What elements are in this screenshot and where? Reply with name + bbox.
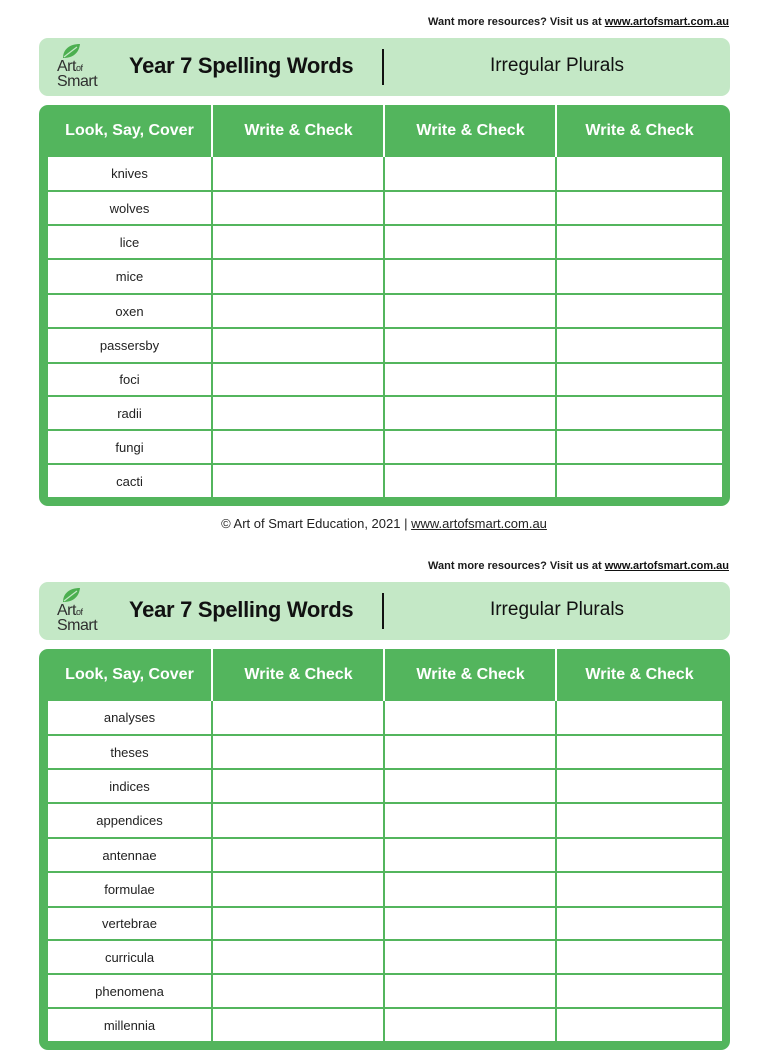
- write-check-cell[interactable]: [557, 1009, 722, 1041]
- table-row: [48, 941, 722, 975]
- word-cell: analyses: [48, 701, 213, 734]
- write-check-cell[interactable]: [557, 839, 722, 871]
- write-check-cell[interactable]: [213, 770, 385, 802]
- table-body: [48, 157, 722, 497]
- table-row: [48, 465, 722, 497]
- table-row: [48, 839, 722, 873]
- table-row: [48, 770, 722, 804]
- write-check-cell[interactable]: [557, 226, 722, 258]
- write-check-cell[interactable]: [557, 736, 722, 768]
- word-cell: foci: [48, 364, 213, 395]
- write-check-cell[interactable]: [213, 192, 385, 224]
- table-row: [48, 397, 722, 431]
- write-check-cell[interactable]: [213, 701, 385, 734]
- write-check-cell[interactable]: [385, 804, 557, 837]
- worksheet-title: Year 7 Spelling Words: [129, 53, 354, 78]
- word-cell: wolves: [48, 192, 213, 224]
- write-check-cell[interactable]: [385, 329, 557, 362]
- write-check-cell[interactable]: [213, 736, 385, 768]
- write-check-cell[interactable]: [557, 192, 722, 224]
- write-check-cell[interactable]: [213, 975, 385, 1007]
- write-check-cell[interactable]: [557, 295, 722, 327]
- word-cell: radii: [48, 397, 213, 429]
- write-check-cell[interactable]: [213, 804, 385, 837]
- write-check-cell[interactable]: [213, 839, 385, 871]
- write-check-cell[interactable]: [385, 260, 557, 293]
- word-cell: antennae: [48, 839, 213, 871]
- write-check-cell[interactable]: [557, 701, 722, 734]
- spelling-table: [39, 649, 730, 1050]
- table-row: [48, 226, 722, 260]
- word-cell: oxen: [48, 295, 213, 327]
- table-row: [48, 157, 722, 192]
- write-check-cell[interactable]: [557, 804, 722, 837]
- table-row: [48, 260, 722, 295]
- logo-wordmark-smart: Smart: [57, 73, 98, 90]
- word-cell: indices: [48, 770, 213, 802]
- write-check-cell[interactable]: [213, 1009, 385, 1041]
- header-look-say-cover: Look, Say, Cover: [65, 666, 194, 683]
- promo-line: [428, 16, 729, 28]
- worksheet-title: Year 7 Spelling Words: [129, 597, 354, 622]
- write-check-cell[interactable]: [213, 260, 385, 293]
- write-check-cell[interactable]: [213, 465, 385, 497]
- art-of-smart-logo: [55, 43, 107, 93]
- footer-link[interactable]: www.artofsmart.com.au: [411, 516, 547, 531]
- title-banner: [39, 38, 730, 96]
- table-row: [48, 1009, 722, 1041]
- write-check-cell[interactable]: [213, 295, 385, 327]
- copyright-footer: [0, 516, 768, 531]
- word-cell: lice: [48, 226, 213, 258]
- header-write-check-1: Write & Check: [244, 122, 353, 139]
- logo-wordmark-art: Artof: [57, 58, 83, 75]
- write-check-cell[interactable]: [385, 975, 557, 1007]
- table-row: [48, 192, 722, 226]
- write-check-cell[interactable]: [557, 908, 722, 939]
- write-check-cell[interactable]: [385, 873, 557, 906]
- art-of-smart-logo: [55, 587, 107, 637]
- promo-link[interactable]: www.artofsmart.com.au: [604, 560, 729, 572]
- write-check-cell[interactable]: [557, 770, 722, 802]
- word-cell: vertebrae: [48, 908, 213, 939]
- write-check-cell[interactable]: [385, 226, 557, 258]
- write-check-cell[interactable]: [385, 295, 557, 327]
- table-row: [48, 431, 722, 465]
- title-banner: [39, 582, 730, 640]
- promo-text: Want more resources? Visit us at: [428, 560, 602, 572]
- worksheet-topic: Irregular Plurals: [489, 55, 625, 76]
- write-check-cell[interactable]: [213, 431, 385, 463]
- table-row: [48, 975, 722, 1009]
- write-check-cell[interactable]: [557, 157, 722, 190]
- word-cell: appendices: [48, 804, 213, 837]
- logo-wordmark-smart: Smart: [57, 617, 98, 634]
- write-check-cell[interactable]: [385, 465, 557, 497]
- write-check-cell[interactable]: [213, 226, 385, 258]
- table-row: [48, 873, 722, 908]
- write-check-cell[interactable]: [557, 873, 722, 906]
- write-check-cell[interactable]: [385, 364, 557, 395]
- header-look-say-cover: Look, Say, Cover: [65, 122, 194, 139]
- promo-link[interactable]: www.artofsmart.com.au: [604, 16, 729, 28]
- table-body: [48, 701, 722, 1041]
- spelling-table: [39, 105, 730, 506]
- word-cell: knives: [48, 157, 213, 190]
- write-check-cell[interactable]: [385, 192, 557, 224]
- write-check-cell[interactable]: [557, 329, 722, 362]
- write-check-cell[interactable]: [385, 157, 557, 190]
- word-cell: cacti: [48, 465, 213, 497]
- write-check-cell[interactable]: [213, 941, 385, 973]
- header-write-check-3: Write & Check: [585, 666, 694, 683]
- table-row: [48, 295, 722, 329]
- write-check-cell[interactable]: [557, 397, 722, 429]
- word-cell: millennia: [48, 1009, 213, 1041]
- write-check-cell[interactable]: [385, 770, 557, 802]
- header-write-check-2: Write & Check: [416, 666, 525, 683]
- word-cell: phenomena: [48, 975, 213, 1007]
- table-header: [39, 649, 730, 701]
- write-check-cell[interactable]: [385, 701, 557, 734]
- header-write-check-1: Write & Check: [244, 666, 353, 683]
- table-row: [48, 701, 722, 736]
- write-check-cell[interactable]: [385, 839, 557, 871]
- word-cell: theses: [48, 736, 213, 768]
- write-check-cell[interactable]: [557, 364, 722, 395]
- promo-line: [428, 560, 729, 572]
- write-check-cell[interactable]: [385, 431, 557, 463]
- word-cell: passersby: [48, 329, 213, 362]
- header-write-check-3: Write & Check: [585, 122, 694, 139]
- write-check-cell[interactable]: [385, 908, 557, 939]
- word-cell: curricula: [48, 941, 213, 973]
- write-check-cell[interactable]: [385, 736, 557, 768]
- header-write-check-2: Write & Check: [416, 122, 525, 139]
- write-check-cell[interactable]: [213, 157, 385, 190]
- worksheet-topic: Irregular Plurals: [489, 599, 625, 620]
- write-check-cell[interactable]: [385, 397, 557, 429]
- write-check-cell[interactable]: [557, 975, 722, 1007]
- write-check-cell[interactable]: [213, 364, 385, 395]
- table-row: [48, 736, 722, 770]
- table-row: [48, 908, 722, 941]
- write-check-cell[interactable]: [213, 397, 385, 429]
- write-check-cell[interactable]: [557, 260, 722, 293]
- write-check-cell[interactable]: [213, 329, 385, 362]
- word-cell: mice: [48, 260, 213, 293]
- write-check-cell[interactable]: [213, 873, 385, 906]
- copyright-text: © Art of Smart Education, 2021 |: [221, 516, 408, 531]
- word-cell: fungi: [48, 431, 213, 463]
- table-row: [48, 329, 722, 364]
- table-header: [39, 105, 730, 157]
- write-check-cell[interactable]: [557, 941, 722, 973]
- write-check-cell[interactable]: [385, 1009, 557, 1041]
- write-check-cell[interactable]: [385, 941, 557, 973]
- word-cell: formulae: [48, 873, 213, 906]
- write-check-cell[interactable]: [557, 431, 722, 463]
- promo-text: Want more resources? Visit us at: [428, 16, 602, 28]
- table-row: [48, 364, 722, 397]
- write-check-cell[interactable]: [213, 908, 385, 939]
- table-row: [48, 804, 722, 839]
- logo-wordmark-art: Artof: [57, 602, 83, 619]
- write-check-cell[interactable]: [557, 465, 722, 497]
